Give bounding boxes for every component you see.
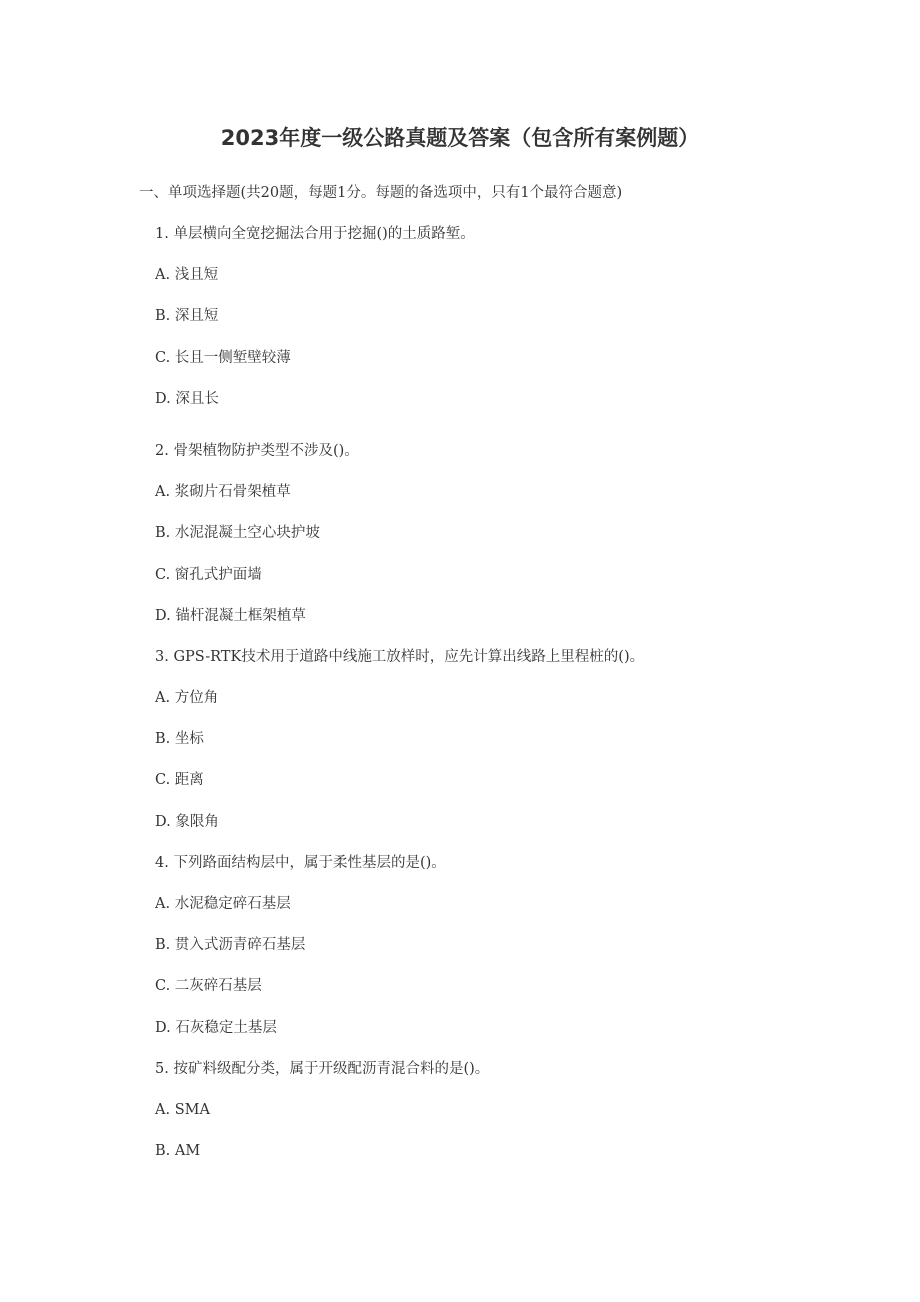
- question-2-option-c: C. 窗孔式护面墙: [155, 566, 262, 583]
- question-4-option-d: D. 石灰稳定土基层: [155, 1019, 277, 1036]
- question-2-option-a: A. 浆砌片石骨架植草: [155, 484, 291, 501]
- question-5-option-b: B. AM: [155, 1143, 201, 1160]
- question-1-option-a: A. 浅且短: [155, 267, 219, 284]
- question-3-option-c: C. 距离: [155, 772, 204, 789]
- document-title: 2023年度一级公路真题及答案（包含所有案例题）: [220, 126, 700, 150]
- question-3-option-b: B. 坐标: [155, 731, 204, 748]
- question-4-stem: 4. 下列路面结构层中，属于柔性基层的是()。: [155, 854, 446, 871]
- question-2-stem: 2. 骨架植物防护类型不涉及()。: [155, 442, 359, 459]
- question-5-stem: 5. 按矿料级配分类，属于开级配沥青混合料的是()。: [155, 1060, 490, 1077]
- question-list: [155, 224, 875, 1182]
- question-4-option-b: B. 贯入式沥青碎石基层: [155, 937, 306, 954]
- question-3-stem: 3. GPS-RTK技术用于道路中线施工放样时，应先计算出线路上里程桩的()。: [155, 648, 645, 665]
- question-4-option-c: C. 二灰碎石基层: [155, 978, 262, 995]
- question-3-option-d: D. 象限角: [155, 813, 219, 830]
- question-1-option-d: D. 深且长: [155, 390, 219, 407]
- question-1-option-b: B. 深且短: [155, 308, 219, 325]
- question-1-option-c: C. 长且一侧堑壁较薄: [155, 349, 291, 366]
- question-2-option-b: B. 水泥混凝土空心块护坡: [155, 525, 320, 542]
- section-heading: 一、单项选择题(共20题，每题1分。每题的备选项中，只有1个最符合题意): [139, 185, 623, 201]
- question-5-option-a: A. SMA: [155, 1101, 210, 1118]
- question-4-option-a: A. 水泥稳定碎石基层: [155, 896, 291, 912]
- question-2-option-d: D. 锚杆混凝土框架植草: [155, 607, 306, 624]
- question-3-option-a: A. 方位角: [155, 690, 219, 707]
- question-1-stem: 1. 单层横向全宽挖掘法合用于挖掘()的土质路堑。: [155, 226, 475, 242]
